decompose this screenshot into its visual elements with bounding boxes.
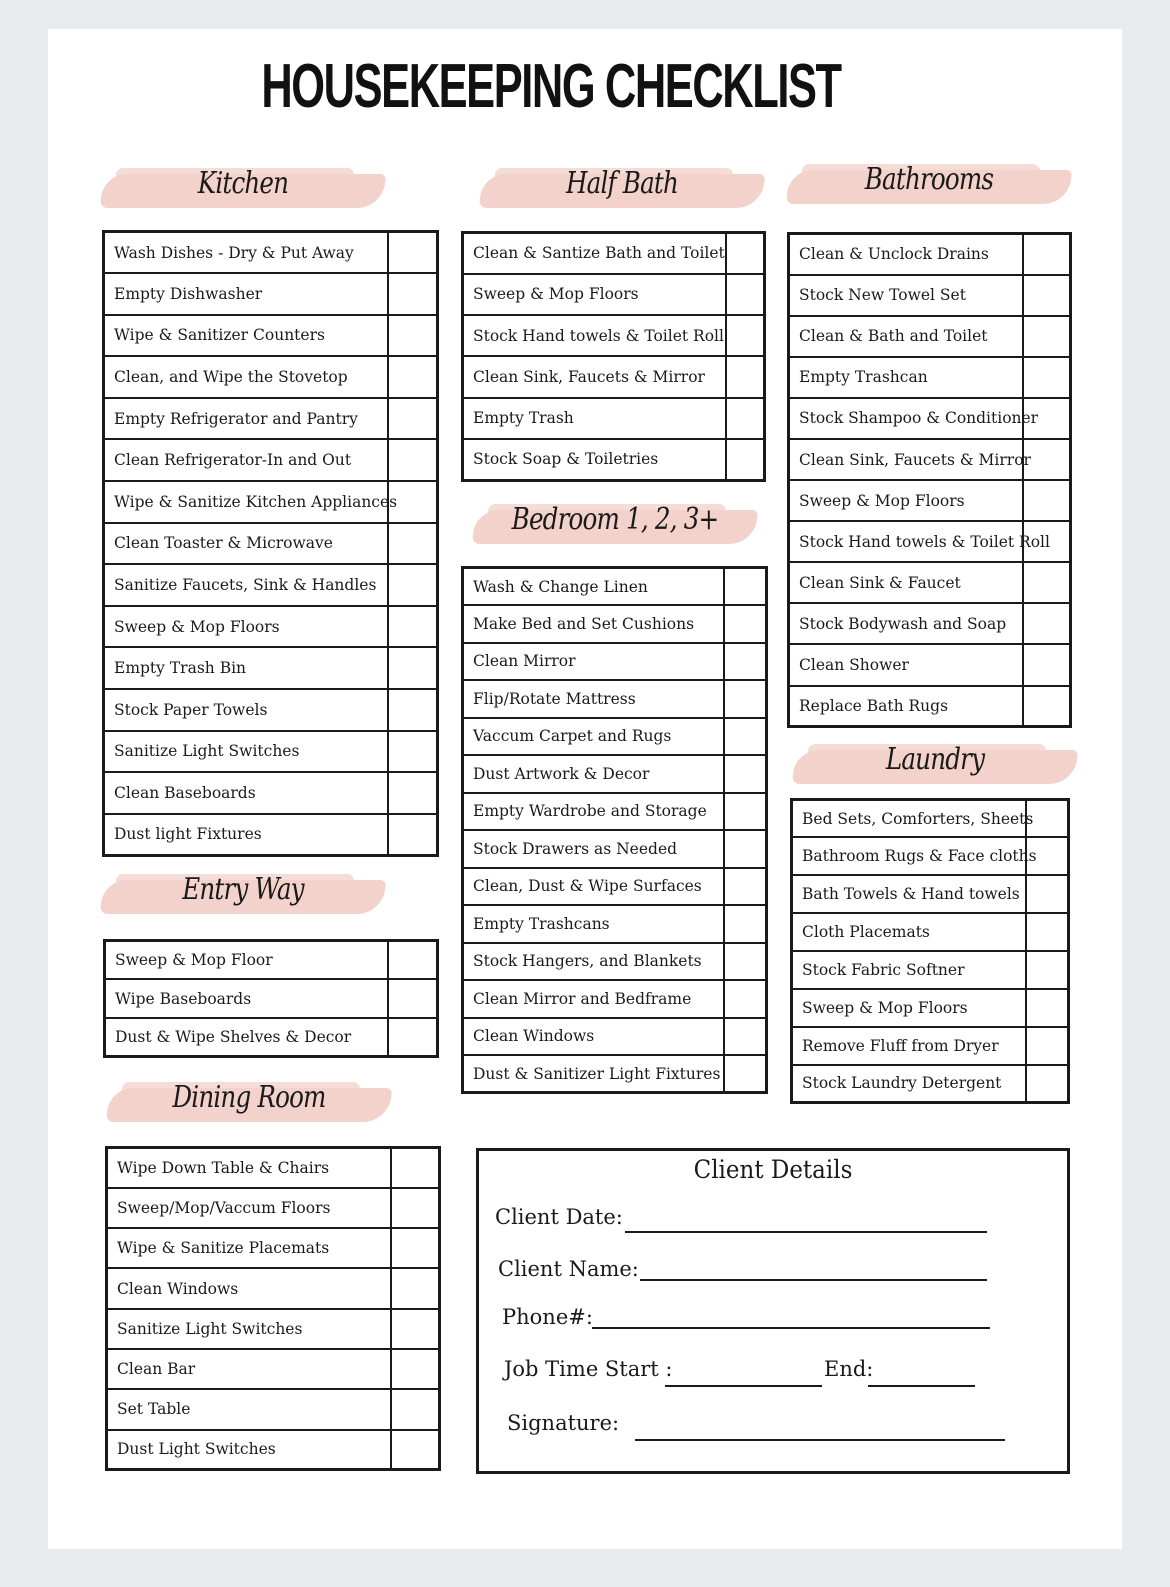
checklist-row [104, 356, 438, 398]
task-checkbox[interactable] [391, 1268, 440, 1308]
checklist-row [792, 800, 1069, 838]
bathrooms-heading-label: Bathrooms [864, 162, 994, 197]
task-checkbox[interactable] [724, 568, 767, 606]
task-checkbox[interactable] [1023, 480, 1071, 521]
client-details-title: Client Details [693, 1155, 853, 1184]
task-label: Empty Dishwasher [104, 273, 388, 315]
task-label: Sweep & Mop Floors [789, 480, 1023, 521]
checklist-row [463, 274, 765, 315]
checklist-row [463, 755, 767, 793]
client-name-label: Client Name: [498, 1257, 639, 1281]
task-label: Stock Shampoo & Conditioner [789, 398, 1023, 439]
task-label: Dust & Sanitizer Light Fixtures [463, 1055, 724, 1093]
task-label: Clean & Bath and Toilet [789, 316, 1023, 357]
phone-label: Phone#: [502, 1305, 593, 1329]
checklist-row [107, 1389, 440, 1429]
task-label: Empty Trashcans [463, 905, 724, 943]
task-label: Clean & Unclock Drains [789, 234, 1023, 275]
checklist-row [789, 234, 1071, 275]
checklist-row [104, 814, 438, 856]
task-label: Clean Windows [463, 1018, 724, 1056]
checklist-row [104, 647, 438, 689]
task-label: Sweep & Mop Floors [104, 606, 388, 648]
checklist-row [792, 913, 1069, 951]
task-checkbox[interactable] [388, 523, 438, 565]
task-label: Wipe & Sanitize Placemats [107, 1228, 391, 1268]
bedroom-heading [474, 500, 756, 548]
task-label: Clean, and Wipe the Stovetop [104, 356, 388, 398]
checklist-row [104, 606, 438, 648]
signature-label: Signature: [507, 1411, 620, 1435]
task-checkbox[interactable] [724, 905, 767, 943]
job-time-start-field[interactable] [665, 1385, 822, 1387]
checklist-row [789, 439, 1071, 480]
task-label: Flip/Rotate Mattress [463, 680, 724, 718]
task-checkbox[interactable] [391, 1349, 440, 1389]
task-checkbox[interactable] [724, 680, 767, 718]
bedroom-checklist [461, 566, 768, 1094]
task-checkbox[interactable] [1023, 562, 1071, 603]
task-label: Stock Soap & Toiletries [463, 439, 726, 480]
task-checkbox[interactable] [726, 398, 765, 439]
task-label: Clean Refrigerator-In and Out [104, 439, 388, 481]
task-label: Sanitize Light Switches [104, 731, 388, 773]
dining-room-checklist [105, 1146, 441, 1471]
task-checkbox[interactable] [724, 643, 767, 681]
task-checkbox[interactable] [1026, 1065, 1069, 1103]
task-checkbox[interactable] [391, 1389, 440, 1429]
checklist-row [792, 951, 1069, 989]
task-label: Stock Laundry Detergent [792, 1065, 1026, 1103]
task-checkbox[interactable] [1023, 603, 1071, 644]
checklist-row [463, 398, 765, 439]
task-checkbox[interactable] [1026, 989, 1069, 1027]
checklist-row [104, 481, 438, 523]
laundry-checklist [790, 798, 1070, 1104]
task-label: Stock New Towel Set [789, 275, 1023, 316]
task-checkbox[interactable] [388, 564, 438, 606]
checklist-row [105, 979, 438, 1018]
task-label: Wash & Change Linen [463, 568, 724, 606]
task-label: Empty Trash Bin [104, 647, 388, 689]
checklist-row [104, 523, 438, 565]
task-checkbox[interactable] [1026, 875, 1069, 913]
task-label: Clean Sink, Faucets & Mirror [463, 356, 726, 397]
task-label: Empty Refrigerator and Pantry [104, 398, 388, 440]
task-label: Clean Mirror [463, 643, 724, 681]
task-label: Bed Sets, Comforters, Sheets [792, 800, 1026, 838]
task-label: Clean Sink, Faucets & Mirror [789, 439, 1023, 480]
task-label: Wipe & Sanitizer Counters [104, 315, 388, 357]
task-checkbox[interactable] [388, 941, 438, 980]
checklist-row [104, 772, 438, 814]
task-label: Sweep & Mop Floor [105, 941, 388, 980]
task-checkbox[interactable] [391, 1188, 440, 1228]
checklist-row [463, 568, 767, 606]
task-label: Clean Sink & Faucet [789, 562, 1023, 603]
checklist-row [107, 1268, 440, 1308]
task-checkbox[interactable] [724, 830, 767, 868]
task-label: Sanitize Light Switches [107, 1309, 391, 1349]
task-checkbox[interactable] [388, 439, 438, 481]
checklist-row [792, 1027, 1069, 1065]
task-checkbox[interactable] [1023, 234, 1071, 275]
task-label: Wipe Baseboards [105, 979, 388, 1018]
checklist-row [792, 837, 1069, 875]
checklist-row [105, 1018, 438, 1057]
task-checkbox[interactable] [388, 398, 438, 440]
task-checkbox[interactable] [1023, 357, 1071, 398]
checklist-row [792, 989, 1069, 1027]
task-label: Stock Hand towels & Toilet Roll [789, 521, 1023, 562]
task-checkbox[interactable] [1026, 913, 1069, 951]
task-label: Stock Fabric Softner [792, 951, 1026, 989]
task-checkbox[interactable] [1023, 275, 1071, 316]
job-time-start-label: Job Time Start : [504, 1357, 673, 1381]
task-checkbox[interactable] [726, 233, 765, 274]
task-checkbox[interactable] [724, 755, 767, 793]
bathrooms-heading [788, 160, 1070, 208]
checklist-row [463, 680, 767, 718]
task-label: Wipe Down Table & Chairs [107, 1148, 391, 1188]
task-checkbox[interactable] [724, 605, 767, 643]
checklist-row [463, 643, 767, 681]
entry-way-heading-label: Entry Way [182, 872, 304, 907]
checklist-row [792, 875, 1069, 913]
task-label: Clean & Santize Bath and Toilet [463, 233, 726, 274]
task-checkbox[interactable] [391, 1430, 440, 1470]
task-label: Bathroom Rugs & Face cloths [792, 837, 1026, 875]
checklist-row [463, 868, 767, 906]
signature-field[interactable] [635, 1439, 1005, 1441]
task-label: Cloth Placemats [792, 913, 1026, 951]
checklist-row [463, 233, 765, 274]
checklist-row [789, 480, 1071, 521]
laundry-heading-label: Laundry [885, 742, 985, 777]
client-details-box [476, 1148, 1070, 1474]
checklist-row [789, 521, 1071, 562]
task-checkbox[interactable] [391, 1309, 440, 1349]
checklist-row [789, 398, 1071, 439]
task-label: Set Table [107, 1389, 391, 1429]
checklist-row [104, 564, 438, 606]
task-label: Clean, Dust & Wipe Surfaces [463, 868, 724, 906]
bedroom-heading-label: Bedroom 1, 2, 3+ [511, 502, 719, 537]
task-label: Wash Dishes - Dry & Put Away [104, 232, 388, 274]
task-checkbox[interactable] [724, 943, 767, 981]
task-label: Dust Light Switches [107, 1430, 391, 1470]
checklist-row [107, 1430, 440, 1470]
entry-way-heading [102, 870, 384, 918]
task-label: Clean Windows [107, 1268, 391, 1308]
end-time-field[interactable] [868, 1385, 975, 1387]
phone-field[interactable] [592, 1327, 990, 1329]
task-label: Dust Artwork & Decor [463, 755, 724, 793]
checklist-row [463, 605, 767, 643]
checklist-row [104, 731, 438, 773]
task-checkbox[interactable] [388, 814, 438, 856]
checklist-row [107, 1188, 440, 1228]
task-checkbox[interactable] [391, 1148, 440, 1188]
task-checkbox[interactable] [388, 689, 438, 731]
task-checkbox[interactable] [1023, 316, 1071, 357]
client-date-label: Client Date: [495, 1205, 623, 1229]
task-label: Empty Trashcan [789, 357, 1023, 398]
half-bath-heading [481, 164, 763, 212]
laundry-heading [794, 740, 1076, 788]
checklist-row [463, 943, 767, 981]
task-label: Sanitize Faucets, Sink & Handles [104, 564, 388, 606]
checklist-row [789, 644, 1071, 685]
task-checkbox[interactable] [724, 1018, 767, 1056]
half-bath-checklist [461, 231, 766, 482]
task-label: Dust light Fixtures [104, 814, 388, 856]
checklist-row [107, 1228, 440, 1268]
task-checkbox[interactable] [388, 979, 438, 1018]
client-name-field[interactable] [640, 1279, 987, 1281]
task-checkbox[interactable] [388, 606, 438, 648]
task-checkbox[interactable] [1023, 686, 1071, 727]
task-checkbox[interactable] [388, 731, 438, 773]
task-label: Clean Toaster & Microwave [104, 523, 388, 565]
checklist-row [789, 686, 1071, 727]
task-label: Stock Paper Towels [104, 689, 388, 731]
client-date-field[interactable] [625, 1231, 987, 1233]
task-checkbox[interactable] [724, 793, 767, 831]
checklist-row [463, 793, 767, 831]
task-checkbox[interactable] [388, 1018, 438, 1057]
kitchen-checklist [102, 230, 439, 857]
task-checkbox[interactable] [388, 772, 438, 814]
checklist-row [792, 1065, 1069, 1103]
task-checkbox[interactable] [388, 232, 438, 274]
checklist-row [107, 1349, 440, 1389]
task-label: Sweep & Mop Floors [463, 274, 726, 315]
checklist-row [104, 398, 438, 440]
checklist-row [463, 315, 765, 356]
task-label: Empty Wardrobe and Storage [463, 793, 724, 831]
task-checkbox[interactable] [724, 718, 767, 756]
task-checkbox[interactable] [724, 868, 767, 906]
task-checkbox[interactable] [726, 356, 765, 397]
task-checkbox[interactable] [724, 1055, 767, 1093]
checklist-row [463, 980, 767, 1018]
task-checkbox[interactable] [1026, 1027, 1069, 1065]
checklist-row [789, 316, 1071, 357]
checklist-row [463, 830, 767, 868]
checklist-row [105, 941, 438, 980]
kitchen-heading [102, 164, 384, 212]
task-checkbox[interactable] [388, 356, 438, 398]
end-label: End: [824, 1357, 874, 1381]
task-label: Stock Drawers as Needed [463, 830, 724, 868]
bathrooms-checklist [787, 232, 1072, 728]
checklist-row [104, 273, 438, 315]
task-checkbox[interactable] [388, 273, 438, 315]
checklist-row [789, 562, 1071, 603]
checklist-row [463, 356, 765, 397]
task-checkbox[interactable] [724, 980, 767, 1018]
task-label: Make Bed and Set Cushions [463, 605, 724, 643]
task-label: Vaccum Carpet and Rugs [463, 718, 724, 756]
checklist-row [104, 689, 438, 731]
checklist-row [107, 1309, 440, 1349]
checklist-row [104, 232, 438, 274]
task-label: Sweep/Mop/Vaccum Floors [107, 1188, 391, 1228]
checklist-row [104, 315, 438, 357]
task-checkbox[interactable] [1023, 644, 1071, 685]
task-label: Bath Towels & Hand towels [792, 875, 1026, 913]
checklist-row [789, 357, 1071, 398]
kitchen-heading-label: Kitchen [197, 166, 289, 201]
task-label: Clean Mirror and Bedframe [463, 980, 724, 1018]
task-label: Empty Trash [463, 398, 726, 439]
task-label: Stock Hangers, and Blankets [463, 943, 724, 981]
task-checkbox[interactable] [388, 315, 438, 357]
dining-room-heading-label: Dining Room [172, 1080, 326, 1115]
task-label: Stock Hand towels & Toilet Roll [463, 315, 726, 356]
task-label: Clean Bar [107, 1349, 391, 1389]
task-checkbox[interactable] [726, 274, 765, 315]
entry-way-checklist [103, 939, 439, 1058]
checklist-row [463, 718, 767, 756]
task-checkbox[interactable] [726, 315, 765, 356]
dining-room-heading [108, 1078, 390, 1126]
checklist-row [463, 1018, 767, 1056]
half-bath-heading-label: Half Bath [565, 166, 679, 201]
task-label: Clean Shower [789, 644, 1023, 685]
task-label: Dust & Wipe Shelves & Decor [105, 1018, 388, 1057]
task-checkbox[interactable] [1026, 951, 1069, 989]
task-label: Remove Fluff from Dryer [792, 1027, 1026, 1065]
checklist-row [463, 439, 765, 480]
checklist-row [789, 603, 1071, 644]
task-label: Stock Bodywash and Soap [789, 603, 1023, 644]
task-label: Sweep & Mop Floors [792, 989, 1026, 1027]
task-label: Wipe & Sanitize Kitchen Appliances [104, 481, 388, 523]
checklist-row [463, 1055, 767, 1093]
task-label: Replace Bath Rugs [789, 686, 1023, 727]
checklist-row [463, 905, 767, 943]
task-checkbox[interactable] [388, 647, 438, 689]
task-label: Clean Baseboards [104, 772, 388, 814]
task-checkbox[interactable] [391, 1228, 440, 1268]
page-title: HOUSEKEEPING CHECKLIST [261, 52, 841, 121]
task-checkbox[interactable] [726, 439, 765, 480]
checklist-row [789, 275, 1071, 316]
checklist-row [104, 439, 438, 481]
checklist-row [107, 1148, 440, 1188]
